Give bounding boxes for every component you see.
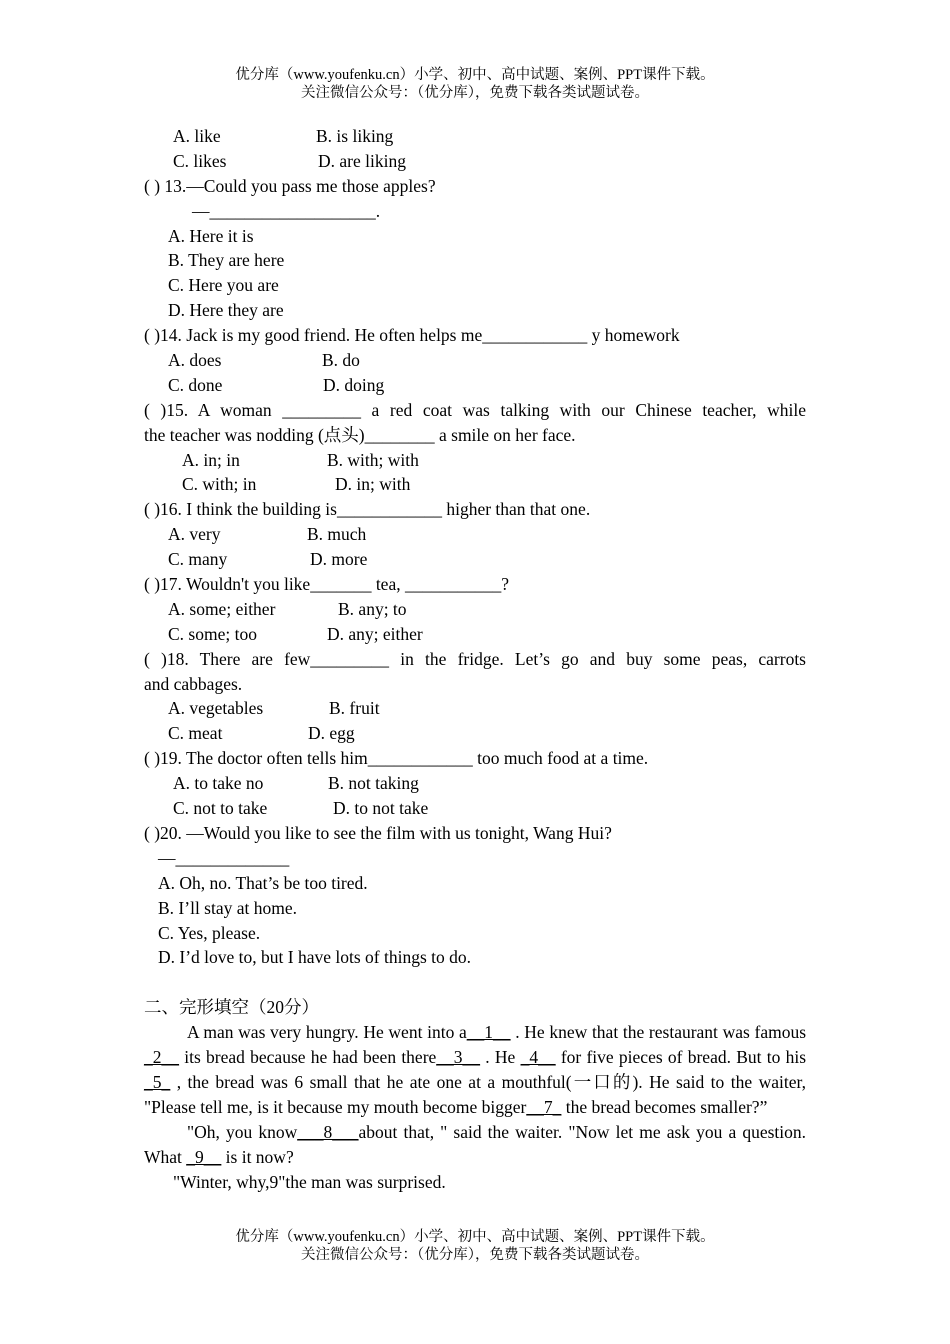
footer-line-2: 关注微信公众号：（优分库），免费下载各类试题试卷。 bbox=[301, 1247, 649, 1263]
q20-answer-blank: —_____________ bbox=[158, 847, 290, 868]
q14-option-c: C. done bbox=[168, 374, 223, 395]
cloze-p2-text-3: is it now? bbox=[225, 1146, 294, 1167]
cloze-blank-7: __7_ bbox=[526, 1096, 562, 1117]
q17-option-d: D. any; either bbox=[327, 623, 423, 644]
q16-options-row-2 bbox=[144, 547, 806, 572]
q20-option-c: C. Yes, please. bbox=[158, 922, 261, 943]
header-line-1: 优分库（www.youfenku.cn）小学、初中、高中试题、案例、PPT课件下载。 bbox=[235, 67, 715, 83]
q13-option-b: B. They are here bbox=[168, 250, 285, 271]
q18-option-a: A. vegetables bbox=[168, 698, 264, 719]
q18-options-row-1 bbox=[144, 696, 806, 721]
q15-option-b: B. with; with bbox=[327, 449, 419, 470]
q13-option-d: D. Here they are bbox=[168, 300, 284, 321]
q20-option-d: D. I’d love to, but I have lots of things to do. bbox=[158, 947, 472, 968]
page-footer bbox=[0, 1228, 950, 1264]
q13-answer-blank: —___________________. bbox=[192, 200, 381, 221]
q18-stem-line-2: and cabbages. bbox=[144, 673, 243, 694]
q12-option-b: B. is liking bbox=[316, 126, 394, 146]
q19-stem: ( )19. The doctor often tells him____________ too much food at a time. bbox=[144, 748, 649, 769]
cloze-p1-text-2: . He knew that the restaurant was famous bbox=[515, 1022, 807, 1043]
q15-options-row-2 bbox=[144, 472, 806, 497]
footer-line-1: 优分库（www.youfenku.cn）小学、初中、高中试题、案例、PPT课件下载。 bbox=[235, 1229, 715, 1245]
q15-options-row-1 bbox=[144, 448, 806, 473]
page-header bbox=[0, 66, 950, 102]
cloze-blank-4: _4__ bbox=[520, 1046, 556, 1067]
q18-option-c: C. meat bbox=[168, 723, 223, 744]
q15-stem-line-1: ( )15. A woman _________ a red coat was talking with our Chinese teacher, while bbox=[144, 399, 806, 420]
q16-option-d: D. more bbox=[310, 549, 368, 570]
cloze-paragraph-2 bbox=[144, 1120, 806, 1170]
q12-options-row-1 bbox=[144, 124, 806, 149]
q17-options-row-2 bbox=[144, 622, 806, 647]
cloze-p1-text-3: its bread because he had been there bbox=[184, 1046, 437, 1067]
q14-stem: ( )14. Jack is my good friend. He often helps me____________ y homework bbox=[144, 325, 680, 346]
q17-option-b: B. any; to bbox=[338, 598, 407, 619]
cloze-blank-3: __3__ bbox=[436, 1046, 481, 1067]
q15-option-d: D. in; with bbox=[335, 474, 411, 495]
cloze-p1-text-5: for five pieces of bread. But to his bbox=[560, 1046, 807, 1067]
q13-option-a: A. Here it is bbox=[168, 225, 254, 246]
header-line-2: 关注微信公众号：（优分库），免费下载各类试题试卷。 bbox=[301, 85, 649, 101]
cloze-p2-text-2: about that, " said the waiter. "Now let me ask you a question. What bbox=[144, 1121, 807, 1167]
q18-option-b: B. fruit bbox=[329, 698, 380, 719]
q14-option-a: A. does bbox=[168, 350, 222, 371]
q13-stem: ( ) 13.—Could you pass me those apples? bbox=[144, 175, 436, 196]
q16-options-row-1 bbox=[144, 522, 806, 547]
cloze-paragraph-3: "Winter, why,9"the man was surprised. bbox=[173, 1171, 446, 1192]
q18-options-row-2 bbox=[144, 721, 806, 746]
q12-options-row-2 bbox=[144, 149, 806, 174]
cloze-p1-text-6: , the bread was 6 small that he ate one at a mouthful(一口的). He said to the waiter, "Please tell me, is it because my mouth become bigger bbox=[144, 1071, 806, 1117]
q14-option-d: D. doing bbox=[323, 374, 385, 395]
cloze-blank-2: _2__ bbox=[144, 1046, 179, 1067]
cloze-blank-1: __1__ bbox=[466, 1022, 511, 1043]
q12-option-a: A. like bbox=[173, 126, 221, 146]
q18-stem-line-1: ( )18. There are few_________ in the fridge. Let’s go and buy some peas, carrots bbox=[144, 648, 806, 669]
q12-option-c: C. likes bbox=[173, 150, 227, 171]
q19-options-row-2 bbox=[144, 796, 806, 821]
q20-stem: ( )20. —Would you like to see the film with us tonight, Wang Hui? bbox=[144, 822, 612, 843]
q19-option-d: D. to not take bbox=[333, 798, 429, 819]
q16-option-c: C. many bbox=[168, 549, 228, 570]
q19-option-b: B. not taking bbox=[328, 773, 419, 794]
q16-option-a: A. very bbox=[168, 524, 221, 545]
q19-option-c: C. not to take bbox=[173, 798, 268, 819]
q14-option-b: B. do bbox=[322, 350, 360, 371]
q15-stem-line-2: the teacher was nodding (点头)________ a smile on her face. bbox=[144, 424, 576, 445]
q15-option-a: A. in; in bbox=[182, 449, 240, 470]
q15-option-c: C. with; in bbox=[182, 474, 257, 495]
exam-content bbox=[144, 124, 806, 1194]
q14-options-row-2 bbox=[144, 373, 806, 398]
q17-option-c: C. some; too bbox=[168, 623, 257, 644]
q17-option-a: A. some; either bbox=[168, 598, 276, 619]
q12-option-d: D. are liking bbox=[318, 150, 406, 171]
cloze-blank-5: _5_ bbox=[144, 1071, 171, 1092]
cloze-p1-text-1: A man was very hungry. He went into a bbox=[187, 1022, 467, 1043]
q16-stem: ( )16. I think the building is____________ higher than that one. bbox=[144, 499, 591, 520]
cloze-paragraph-1 bbox=[144, 1020, 806, 1120]
q19-options-row-1 bbox=[144, 771, 806, 796]
q20-option-a: A. Oh, no. That’s be too tired. bbox=[158, 872, 368, 893]
q13-option-c: C. Here you are bbox=[168, 275, 279, 296]
q16-option-b: B. much bbox=[307, 524, 367, 545]
cloze-p1-text-7: the bread becomes smaller?” bbox=[565, 1096, 768, 1117]
cloze-blank-8: ___8___ bbox=[297, 1121, 359, 1142]
section2-title: 二、完形填空（20分） bbox=[144, 997, 319, 1018]
q14-options-row-1 bbox=[144, 348, 806, 373]
section-spacer bbox=[144, 970, 806, 995]
cloze-p2-text-1: "Oh, you know bbox=[187, 1121, 298, 1142]
q18-option-d: D. egg bbox=[308, 723, 355, 744]
cloze-p1-text-4: . He bbox=[485, 1046, 516, 1067]
q20-option-b: B. I’ll stay at home. bbox=[158, 897, 298, 918]
q17-stem: ( )17. Wouldn't you like_______ tea, ___________? bbox=[144, 574, 509, 595]
q19-option-a: A. to take no bbox=[173, 773, 264, 794]
q17-options-row-1 bbox=[144, 597, 806, 622]
cloze-blank-9: _9__ bbox=[186, 1146, 222, 1167]
